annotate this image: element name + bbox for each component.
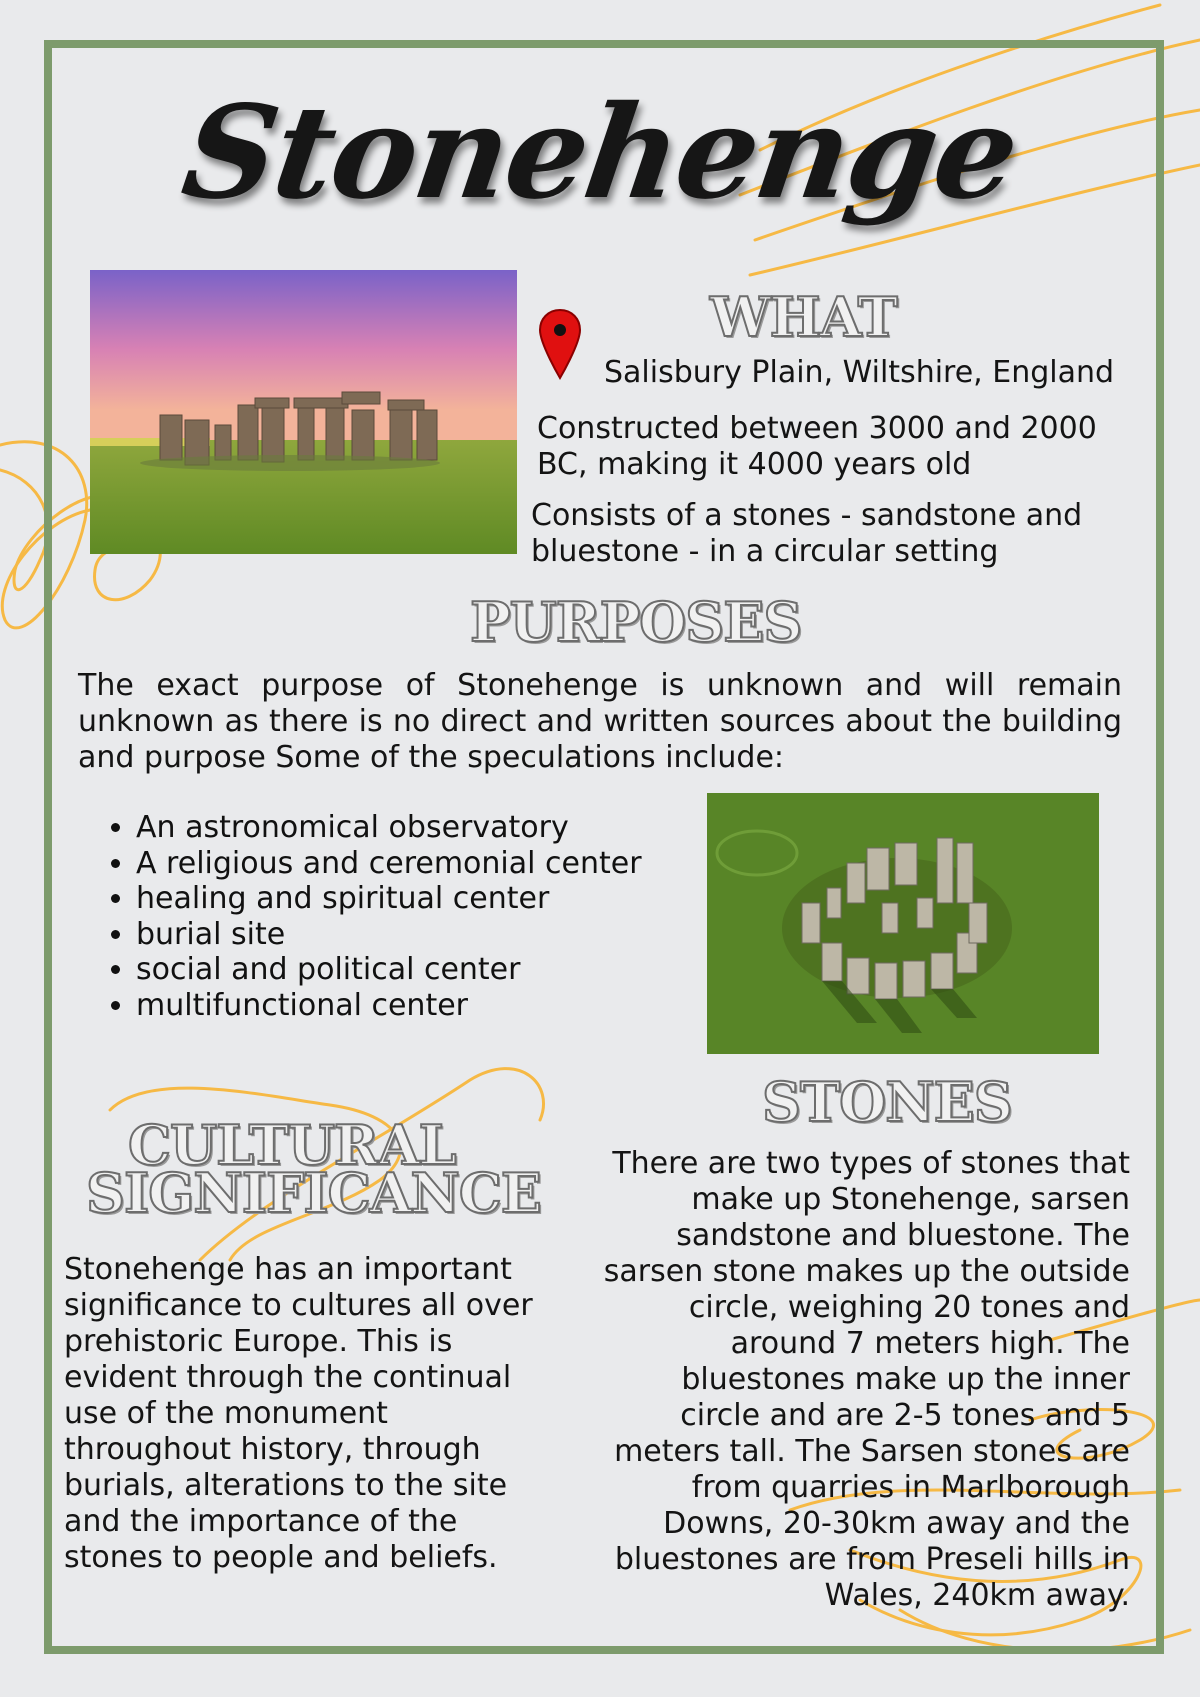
cultural-text: Stonehenge has an important significance to cultures all over prehistoric Europe. This is evident through the continual use of the monument throughout history, through burials, alterations to the site and the importance of the stones to people and beliefs. xyxy=(64,1252,533,1575)
purposes-intro-text: The exact purpose of Stonehenge is unknown and will remain unknown as there is no direct and written sources about the building and purpose Some of the speculations include: xyxy=(78,668,1122,775)
stonehenge-aerial-photo xyxy=(707,793,1099,1054)
map-pin-icon xyxy=(538,308,582,380)
purposes-list xyxy=(110,810,716,1023)
list-item: • multifunctional center xyxy=(136,988,716,1024)
list-item: • healing and spiritual center xyxy=(136,881,716,917)
list-item: • An astronomical observatory xyxy=(136,810,716,846)
what-heading: WHAT xyxy=(710,285,897,349)
cultural-heading-line2: SIGNIFICANCE xyxy=(86,1161,541,1225)
stonehenge-sunset-photo xyxy=(90,270,517,554)
page-title: Stonehenge xyxy=(174,78,1026,228)
stones-heading: STONES xyxy=(762,1070,1012,1134)
list-item: • social and political center xyxy=(136,952,716,988)
consists-text: Consists of a stones - sandstone and bluestone - in a circular setting xyxy=(531,498,1083,569)
list-item: • A religious and ceremonial center xyxy=(136,846,716,882)
purposes-heading: PURPOSES xyxy=(470,590,802,654)
cultural-heading-line1: CULTURAL xyxy=(128,1113,456,1177)
constructed-text: Constructed between 3000 and 2000 BC, making it 4000 years old xyxy=(537,411,1097,482)
list-item: • burial site xyxy=(136,917,716,953)
stones-text: There are two types of stones that make up Stonehenge, sarsen sandstone and bluestone. The sarsen stone makes up the outside circle, weighing 20 tones and around 7 meters high. The bluestones make up the inner circle and are 2-5 tones and 5 meters tall. The Sarsen stones are from quarries in Marlborough Downs, 20-30km away and the bluestones are from Preseli hills in Wales, 240km away. xyxy=(603,1146,1130,1613)
location-text: Salisbury Plain, Wiltshire, England xyxy=(604,355,1115,390)
